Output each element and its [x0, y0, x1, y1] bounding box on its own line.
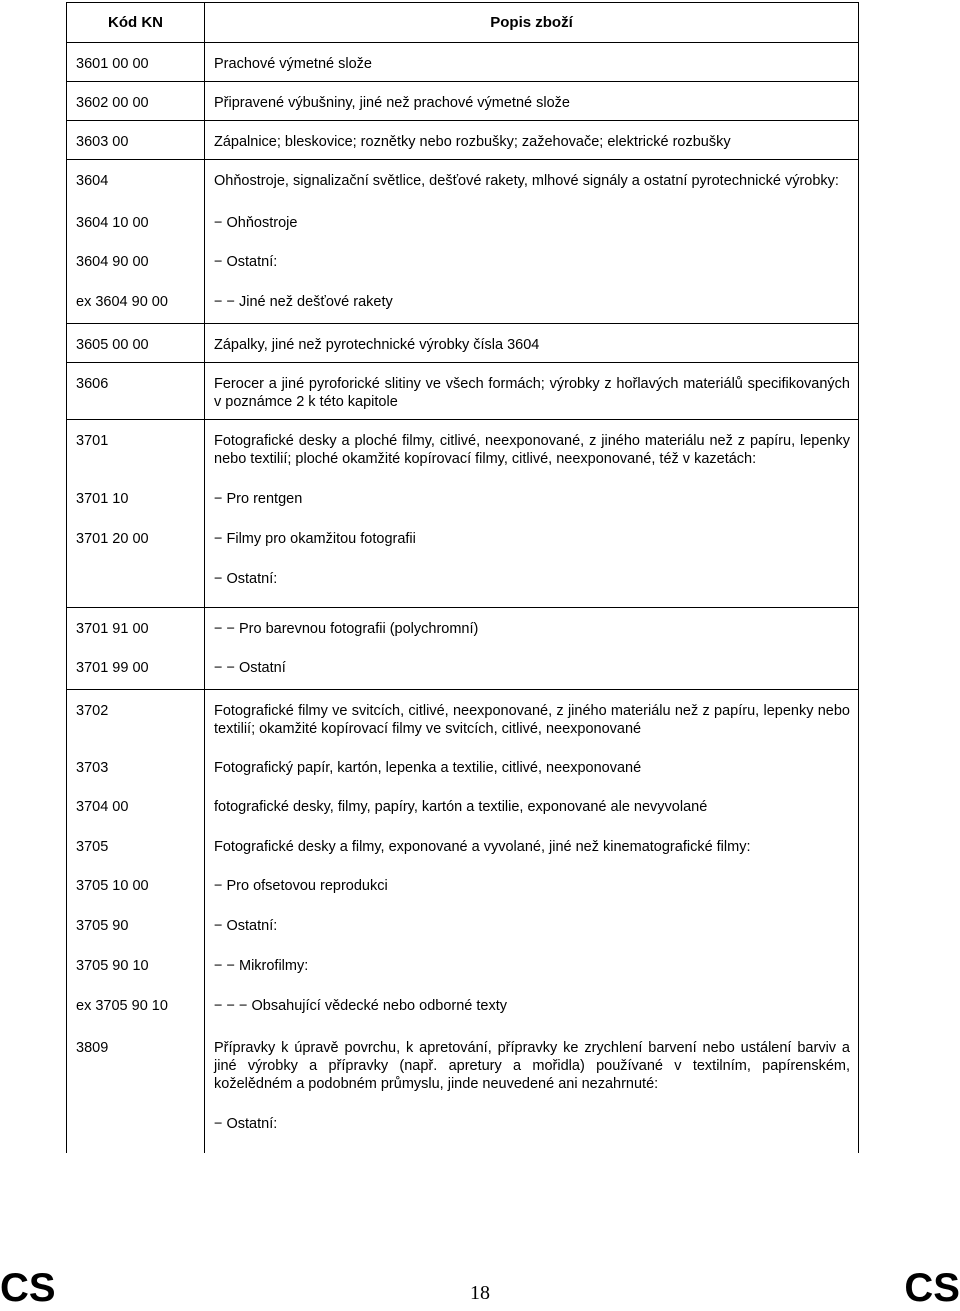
kn-code: 3705 10 00 [67, 864, 205, 903]
kn-code: ex 3705 90 10 [67, 983, 205, 1023]
table-row [67, 198, 859, 240]
kn-code: 3809 [67, 1023, 205, 1101]
table-row [67, 983, 859, 1023]
goods-description: − − Pro barevnou fotografii (polychromní) [205, 608, 859, 647]
table-row [67, 785, 859, 824]
kn-code: 3701 20 00 [67, 516, 205, 556]
table-row [67, 824, 859, 864]
table-row [67, 1023, 859, 1101]
goods-description: − − Ostatní [205, 646, 859, 690]
kn-code: 3701 10 [67, 476, 205, 516]
header-code: Kód KN [67, 3, 205, 43]
kn-code: 3601 00 00 [67, 43, 205, 82]
table-row [67, 746, 859, 785]
table-row [67, 943, 859, 983]
kn-code: 3701 91 00 [67, 608, 205, 647]
table-row [67, 160, 859, 199]
table-header-row [67, 3, 859, 43]
goods-description: fotografické desky, filmy, papíry, kartón a textilie, exponované ale nevyvolané [205, 785, 859, 824]
kn-code: 3603 00 [67, 121, 205, 160]
kn-code: 3703 [67, 746, 205, 785]
goods-description: Přípravky k úpravě povrchu, k apretování, přípravky ke zrychlení barvení nebo ustálení barviv a jiné výrobky a přípravky (např. apretury a mořidla) používané v textilním, papírenském, koželědném a podobném průmyslu, jinde neuvedené ani nezahrnuté: [205, 1023, 859, 1101]
goods-description: − Ostatní: [205, 556, 859, 608]
goods-description: Zápalnice; bleskovice; roznětky nebo rozbušky; zažehovače; elektrické rozbušky [205, 121, 859, 160]
goods-description: Ohňostroje, signalizační světlice, dešťové rakety, mlhové signály a ostatní pyrotechnické výrobky: [205, 160, 859, 199]
kn-code: 3602 00 00 [67, 82, 205, 121]
header-description: Popis zboží [205, 3, 859, 43]
kn-code: 3605 00 00 [67, 324, 205, 363]
table-row [67, 363, 859, 420]
table-row [67, 1101, 859, 1153]
kn-code: ex 3604 90 00 [67, 279, 205, 324]
goods-description: Fotografické desky a ploché filmy, citlivé, neexponované, z jiného materiálu než z papíru, lepenky nebo textilií; ploché okamžité kopírovací filmy, citlivé, neexponované, též v kazetách: [205, 420, 859, 477]
kn-code: 3705 90 10 [67, 943, 205, 983]
table-row [67, 903, 859, 943]
goods-description: − Pro ofsetovou reprodukci [205, 864, 859, 903]
goods-description: − Pro rentgen [205, 476, 859, 516]
goods-description: Fotografické desky a filmy, exponované a vyvolané, jiné než kinematografické filmy: [205, 824, 859, 864]
table-row [67, 556, 859, 608]
kn-code: 3702 [67, 690, 205, 747]
table-row [67, 240, 859, 279]
goods-description: Fotografický papír, kartón, lepenka a textilie, citlivé, neexponované [205, 746, 859, 785]
kn-code: 3701 99 00 [67, 646, 205, 690]
kn-code: 3604 [67, 160, 205, 199]
goods-description: Zápalky, jiné než pyrotechnické výrobky čísla 3604 [205, 324, 859, 363]
kn-code [67, 556, 205, 608]
goods-description: Prachové výmetné slože [205, 43, 859, 82]
kn-code: 3705 [67, 824, 205, 864]
goods-description: Ferocer a jiné pyroforické slitiny ve všech formách; výrobky z hořlavých materiálů specifikovaných v poznámce 2 k této kapitole [205, 363, 859, 420]
table-row [67, 43, 859, 82]
language-code-left: CS [0, 1266, 56, 1310]
goods-description: − Filmy pro okamžitou fotografii [205, 516, 859, 556]
kn-code: 3604 90 00 [67, 240, 205, 279]
table-row [67, 516, 859, 556]
goods-description: − − Jiné než dešťové rakety [205, 279, 859, 324]
goods-description: − − Mikrofilmy: [205, 943, 859, 983]
language-code-right: CS [904, 1266, 960, 1310]
goods-description: Připravené výbušniny, jiné než prachové výmetné slože [205, 82, 859, 121]
page-number: 18 [470, 1282, 490, 1304]
table-row [67, 864, 859, 903]
table-row [67, 608, 859, 647]
commodity-table [66, 2, 859, 1153]
goods-description: − Ostatní: [205, 1101, 859, 1153]
table-row [67, 420, 859, 477]
goods-description: − Ostatní: [205, 903, 859, 943]
kn-code: 3701 [67, 420, 205, 477]
table-row [67, 82, 859, 121]
table-row [67, 324, 859, 363]
table-row [67, 690, 859, 747]
kn-code: 3606 [67, 363, 205, 420]
goods-description: − − − Obsahující vědecké nebo odborné texty [205, 983, 859, 1023]
table-row [67, 279, 859, 324]
goods-description: Fotografické filmy ve svitcích, citlivé, neexponované, z jiného materiálu než z papíru, lepenky nebo textilií; okamžité kopírovací filmy ve svitcích, citlivé, neexponované [205, 690, 859, 747]
goods-description: − Ostatní: [205, 240, 859, 279]
kn-code: 3705 90 [67, 903, 205, 943]
kn-code: 3704 00 [67, 785, 205, 824]
kn-code [67, 1101, 205, 1153]
table-row [67, 121, 859, 160]
goods-description: − Ohňostroje [205, 198, 859, 240]
table-row [67, 476, 859, 516]
kn-code: 3604 10 00 [67, 198, 205, 240]
table-row [67, 646, 859, 690]
